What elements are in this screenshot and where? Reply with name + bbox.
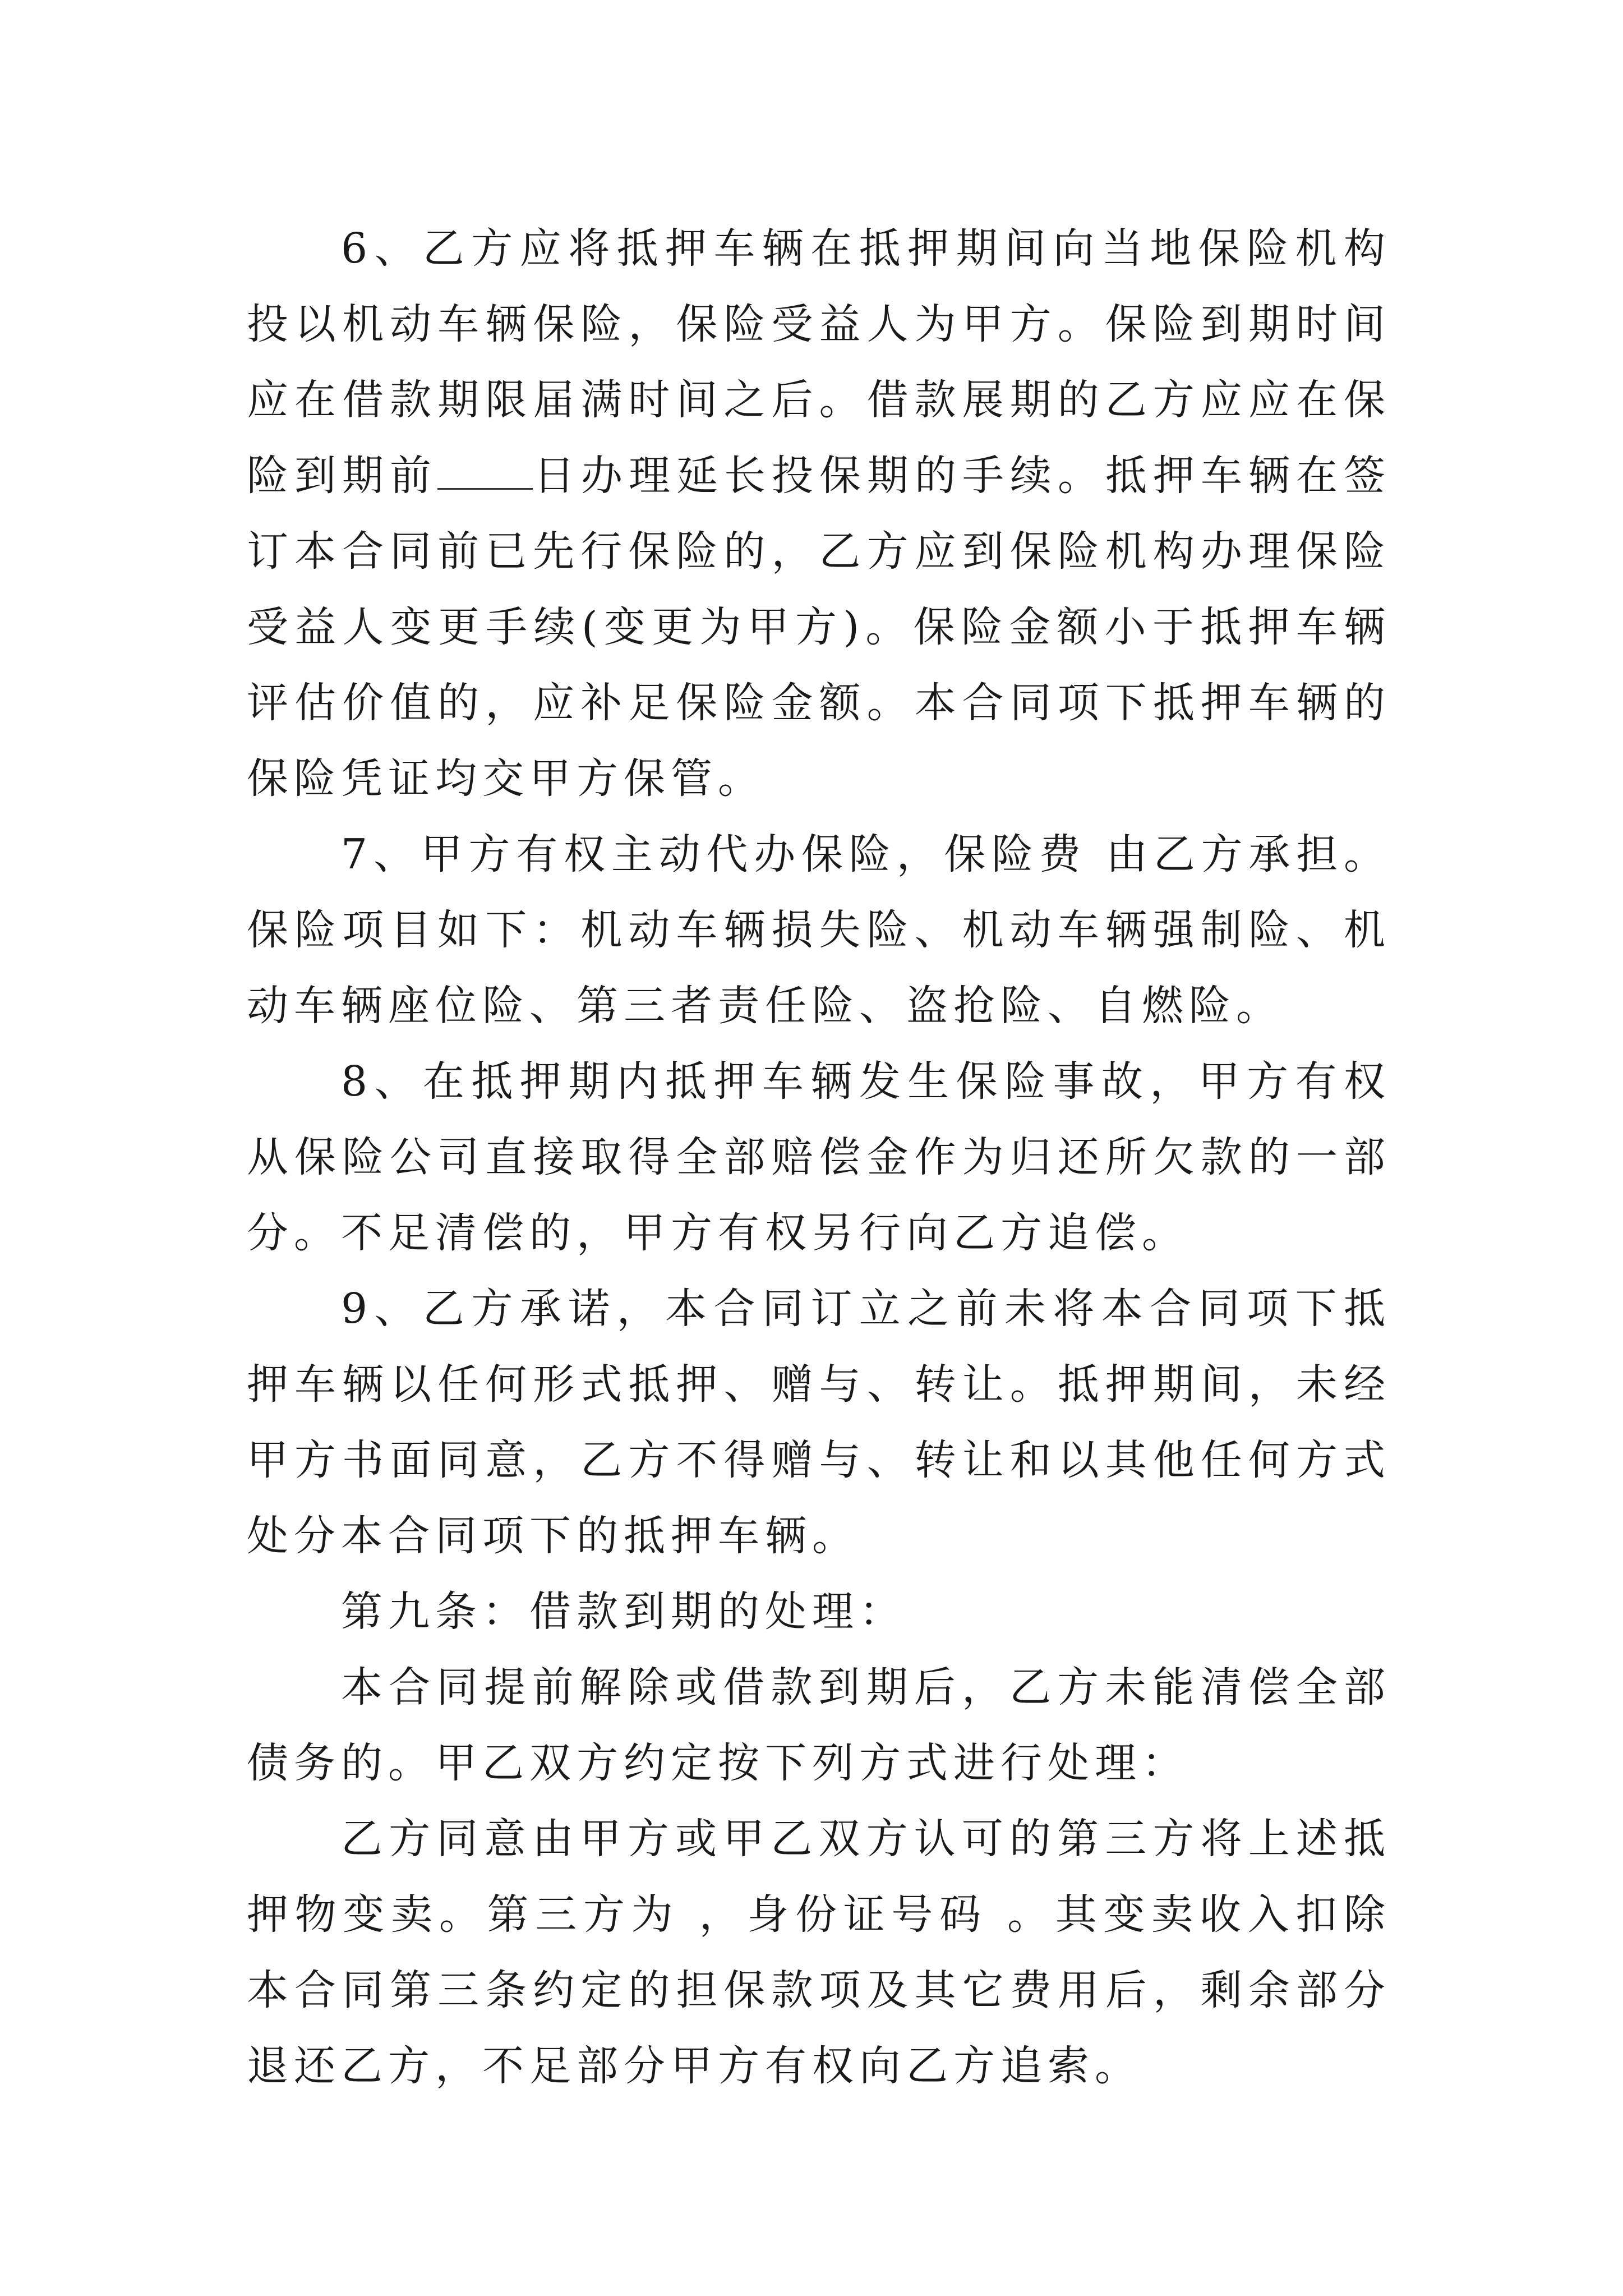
article-9-body-paragraph-1: 本合同提前解除或借款到期后，乙方未能清偿全部债务的。甲乙双方约定按下列方式进行处理： bbox=[247, 1663, 1391, 1787]
clause-9-paragraph: 9、乙方承诺，本合同订立之前未将本合同项下抵押车辆以任何形式抵押、赠与、转让。抵押期间，未经甲方书面同意，乙方不得赠与、转让和以其他任何方式处分本合同项下的抵押车辆。 bbox=[247, 1285, 1391, 1560]
clause-8-paragraph: 8、在抵押期内抵押车辆发生保险事故，甲方有权从保险公司直接取得全部赔偿金作为归还所欠款的一部分。不足清偿的，甲方有权另行向乙方追偿。 bbox=[247, 1057, 1391, 1257]
clause-6-text-part-1: 6、乙方应将抵押车辆在抵押期间向当地保险机构投以机动车辆保险，保险受益人为甲方。保险到期时间应在借款期限届满时间之后。借款展期的乙方应应在保险到期前 bbox=[247, 224, 1391, 500]
clause-7-paragraph: 7、甲方有权主动代办保险，保险费 由乙方承担。保险项目如下：机动车辆损失险、机动车辆强制险、机动车辆座位险、第三者责任险、盗抢险、自燃险。 bbox=[247, 830, 1391, 1030]
article-9-heading: 第九条：借款到期的处理： bbox=[341, 1588, 906, 1636]
article-9-body-paragraph-2: 乙方同意由甲方或甲乙双方认可的第三方将上述抵押物变卖。第三方为 ，身份证号码 。其变卖收入扣除本合同第三条约定的担保款项及其它费用后，剩余部分退还乙方，不足部分甲方有权向乙方追索。 bbox=[247, 1815, 1391, 2090]
clause-6-text-part-2: 日办理延长投保期的手续。抵押车辆在签订本合同前已先行保险的，乙方应到保险机构办理保险受益人变更手续(变更为甲方)。保险金额小于抵押车辆评估价值的，应补足保险金额。本合同项下抵押车辆的保险凭证均交甲方保管。 bbox=[247, 452, 1391, 803]
clause-6-paragraph bbox=[247, 211, 1391, 817]
fill-in-blank-line bbox=[437, 450, 533, 490]
document-body bbox=[247, 211, 1391, 2104]
